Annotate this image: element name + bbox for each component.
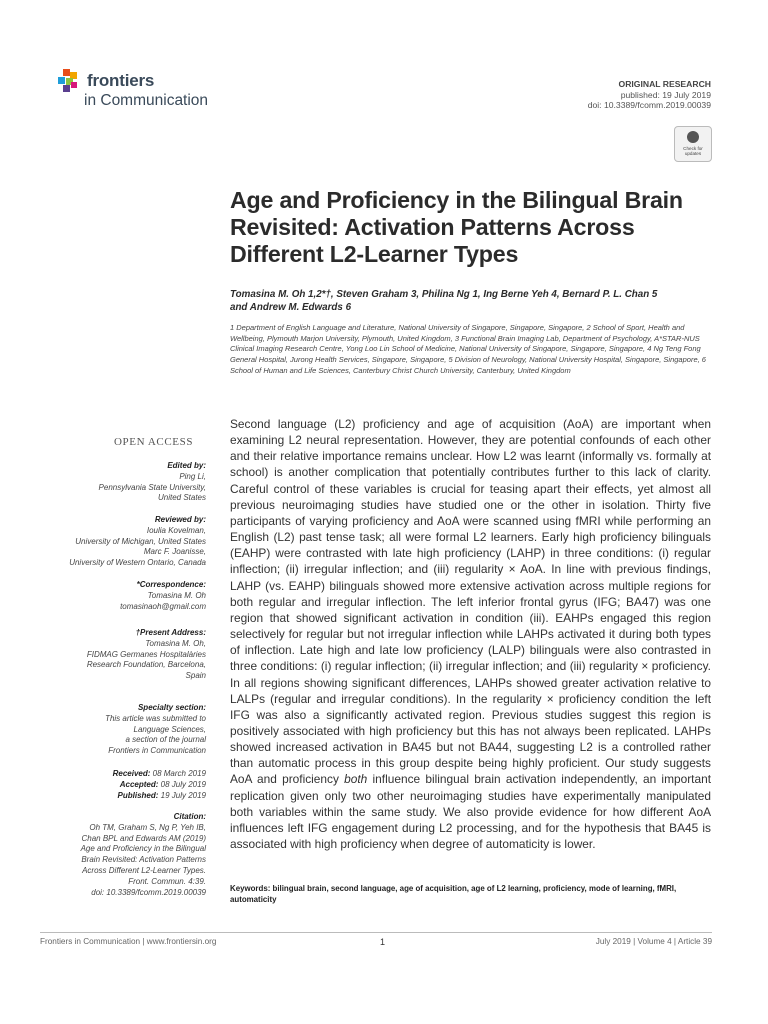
- logo-wordmark: frontiers: [87, 71, 155, 90]
- citation-section: Citation: Oh TM, Graham S, Ng P, Yeh IB, Chan BPL and Edwards AM (2019) Age and Proficiency in the Bilingual Brain Revisited: Activation Patterns Across Different L2-Learner Types. Front. Commun. 4:39. doi: 10.3389/fcomm.2019.00039: [80, 812, 206, 897]
- present-address-section: †Present Address: Tomasina M. Oh, FIDMAG Germanes Hospitalàries Research Foundation, Barcelona, Spain: [86, 628, 206, 681]
- published-date: published: 19 July 2019: [620, 89, 711, 100]
- frontiers-logo-icon: [58, 69, 82, 93]
- edited-by-section: Edited by: Ping Li, Pennsylvania State University, United States: [98, 461, 206, 503]
- footer-journal-link[interactable]: Frontiers in Communication | www.frontiersin.org: [40, 937, 217, 946]
- dates-section: Received: 08 March 2019 Accepted: 08 July 2019 Published: 19 July 2019: [112, 769, 206, 800]
- specialty-section: Specialty section: This article was submitted to Language Sciences, a section of the journal Frontiers in Communication: [105, 703, 206, 756]
- page-number: 1: [380, 937, 386, 947]
- reviewed-by-section: Reviewed by: Ioulia Kovelman, University of Michigan, United States Marc F. Joanisse, University of Western Ontario, Canada: [69, 515, 206, 568]
- article-type: ORIGINAL RESEARCH: [618, 79, 711, 89]
- check-for-updates-button[interactable]: [674, 126, 712, 162]
- open-access-label: OPEN ACCESS: [114, 436, 194, 448]
- abstract: Second language (L2) proficiency and age of acquisition (AoA) are important when examining L2 neural representation. However, they are potential confounds of each other and their relative importance remains unclear. How L2 was learnt (informally vs. formally at school) is another complication that potentially contributes further to this lack of clarity. Careful control of these variables is crucial for teasing apart their effects, yet almost all previous neuroimaging studies have studied one or the other in isolation. Thirty five participants of varying proficiency and AoA were scanned using fMRI while performing an English (L2) past tense task; all were formal L2 learners. Early high proficiency bilinguals (EAHP) were contrasted with late high proficiency (LAHP) in three conditions: (i) regular inflection; (ii) irregular inflection; and (iii) regularity × AoA. In line with previous findings, LAHP (vs. EAHP) bilinguals showed more extensive activation across multiple regions for both regular and irregular inflection. The left inferior frontal gyrus (IFG; BA47) was one region that showed significant activation in condition (iii). EAHPs engaged this region selectively for regular but not irregular inflection while LAHPs activated it during both types of inflection. Late high and late low proficiency (LALP) bilinguals were also contrasted in three conditions: (i) regular inflection; (ii) irregular inflection; and (iii) regularity × proficiency. In all regions showing significant differences, LAHPs showed greater activation relative to LALPs (regular and irregular conditions). In the regularity × proficiency condition the left IFG was also a significantly activated region. Previous studies suggest this region is positively associated with high proficiency but this has not always been replicated. LAHPs showed increased activation in BA45 but not BA44, suggesting L2 is a controlled rather than automatic process in this group despite being highly proficient. Our study suggests AoA and proficiency both influence bilingual brain activation independently, an important replication given only two other neuroimaging studies have experimentally manipulated both variables within the same study. We also provide evidence for how different AoA influences left IFG engagement during L2 processing, and for the hypothesis that BA45 is associated with high proficiency when degree of automaticity is lower.: [230, 417, 712, 852]
- footer-divider: [40, 932, 712, 933]
- check-updates-label: Check for updates: [683, 146, 703, 156]
- journal-name: in Communication: [84, 92, 209, 109]
- correspondence-section: *Correspondence: Tomasina M. Oh tomasinaoh@gmail.com: [6, 580, 206, 612]
- correspondence-email[interactable]: tomasinaoh@gmail.com: [120, 601, 206, 611]
- check-updates-icon: [687, 131, 699, 143]
- keywords: Keywords: bilingual brain, second language, age of acquisition, age of L2 learning, proficiency, mode of learning, fMRI, automaticity: [230, 884, 677, 904]
- affiliations: 1 Department of English Language and Literature, National University of Singapore, Singapore, Singapore, 2 School of Sport, Health and Wellbeing, Plymouth Marjon University, Plymouth, United Kingdom, 3 Functional Brain Imaging Lab, Department of Psychology, A*STAR-NUS Clinical Imaging Research Centre, Yong Loo Lin School of Medicine, National University of Singapore, Singapore, Singapore, 4 Ng Teng Fong General Hospital, Jurong Health Services, Singapore, Singapore, 5 Division of Neurology, National University Hospital, Singapore, Singapore, 6 School of Human and Life Sciences, Canterbury Christ Church University, Canterbury, United Kingdom: [230, 323, 706, 375]
- article-header-meta: [588, 79, 711, 111]
- article-doi[interactable]: doi: 10.3389/fcomm.2019.00039: [587, 100, 711, 110]
- article-title: Age and Proficiency in the Bilingual Brain Revisited: Activation Patterns Across Different L2-Learner Types: [230, 187, 683, 267]
- author-list: Tomasina M. Oh 1,2*†, Steven Graham 3, Philina Ng 1, Ing Berne Yeh 4, Bernard P. L. Chan 5 and Andrew M. Edwards 6: [230, 289, 658, 313]
- footer-issue-info: July 2019 | Volume 4 | Article 39: [595, 937, 712, 946]
